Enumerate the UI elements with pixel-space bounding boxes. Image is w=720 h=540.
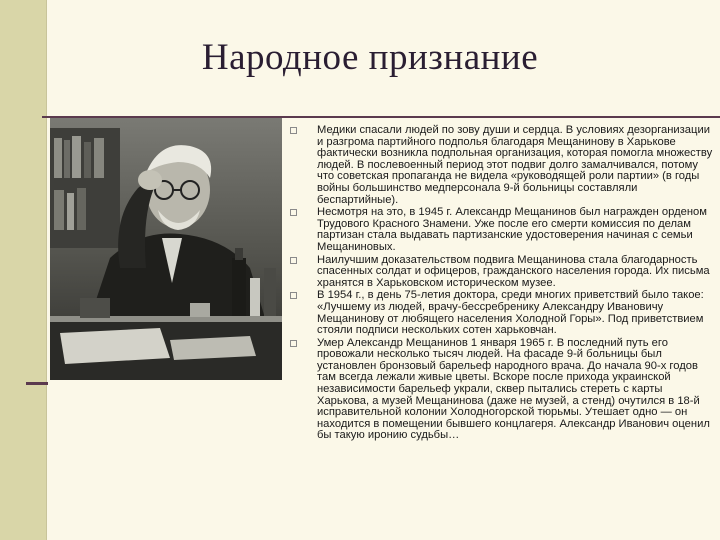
bullet-text: Наилучшим доказательством подвига Мещанинова стала благодарность спасенных солдат и офицеров, гражданского населения города. Их письма хранятся в Харьковском историческом музее. xyxy=(317,253,710,289)
portrait-photo xyxy=(50,118,282,380)
bullet-item xyxy=(290,290,715,336)
left-decorative-band xyxy=(0,0,46,540)
square-bullet-icon xyxy=(290,209,297,216)
square-bullet-icon xyxy=(290,292,297,299)
bullet-text: Несмотря на это, в 1945 г. Александр Мещанинов был награжден орденом Трудового Красного Знамени. Уже после его смерти комиссия по делам партизан стала выдавать партизанские удостоверения начиная с семьи Мещаниновых. xyxy=(317,206,707,253)
bullet-text: Медики спасали людей по зову души и сердца. В условиях дезорганизации и разгрома партийного подполья благодаря Мещанинову в Харькове фактически возникла подпольная организация, которая помогла множеству людей. В послевоенный период этот подвиг долго замалчивался, потому что советская пропаганда не видела «руководящей роли партии» (в годы войны большинство медперсонала 9-й больницы составляли беспартийные). xyxy=(317,124,713,206)
bullet-text: Умер Александр Мещанинов 1 января 1965 г. В последний путь его провожали несколько тысяч людей. На фасаде 9-й больницы был установлен бронзовый барельеф народного врача. До начала 90-х годов там всегда лежали живые цветы. Вскоре после прихода украинской независимости барельеф украли, сквер пытались стереть с карты Харькова, а музей Мещанинова (даже не музей, а стенд) очутился в 18-й исправительной колонии Холодногорской тюрьмы. Утешает одно — он находится в помещении бывшего концлагеря. Александр Иванович оценил бы такую иронию судьбы… xyxy=(317,336,710,442)
bullet-list xyxy=(290,125,715,443)
accent-rule xyxy=(26,382,48,385)
square-bullet-icon xyxy=(290,257,297,264)
bullet-text: В 1954 г., в день 75-летия доктора, среди многих приветствий было такое: «Лучшему из людей, врачу-бессребренику Александру Ивановичу Мещанинову от любящего населения Холодной Горы». Под приветствием стояли подписи нескольких сотен харьковчан. xyxy=(317,289,704,337)
square-bullet-icon xyxy=(290,340,297,347)
bullet-item xyxy=(290,255,715,290)
band-divider xyxy=(46,0,47,540)
bullet-item xyxy=(290,338,715,442)
bullet-item xyxy=(290,125,715,206)
slide-title: Народное признание xyxy=(201,37,539,78)
square-bullet-icon xyxy=(290,127,297,134)
bullet-item xyxy=(290,207,715,253)
